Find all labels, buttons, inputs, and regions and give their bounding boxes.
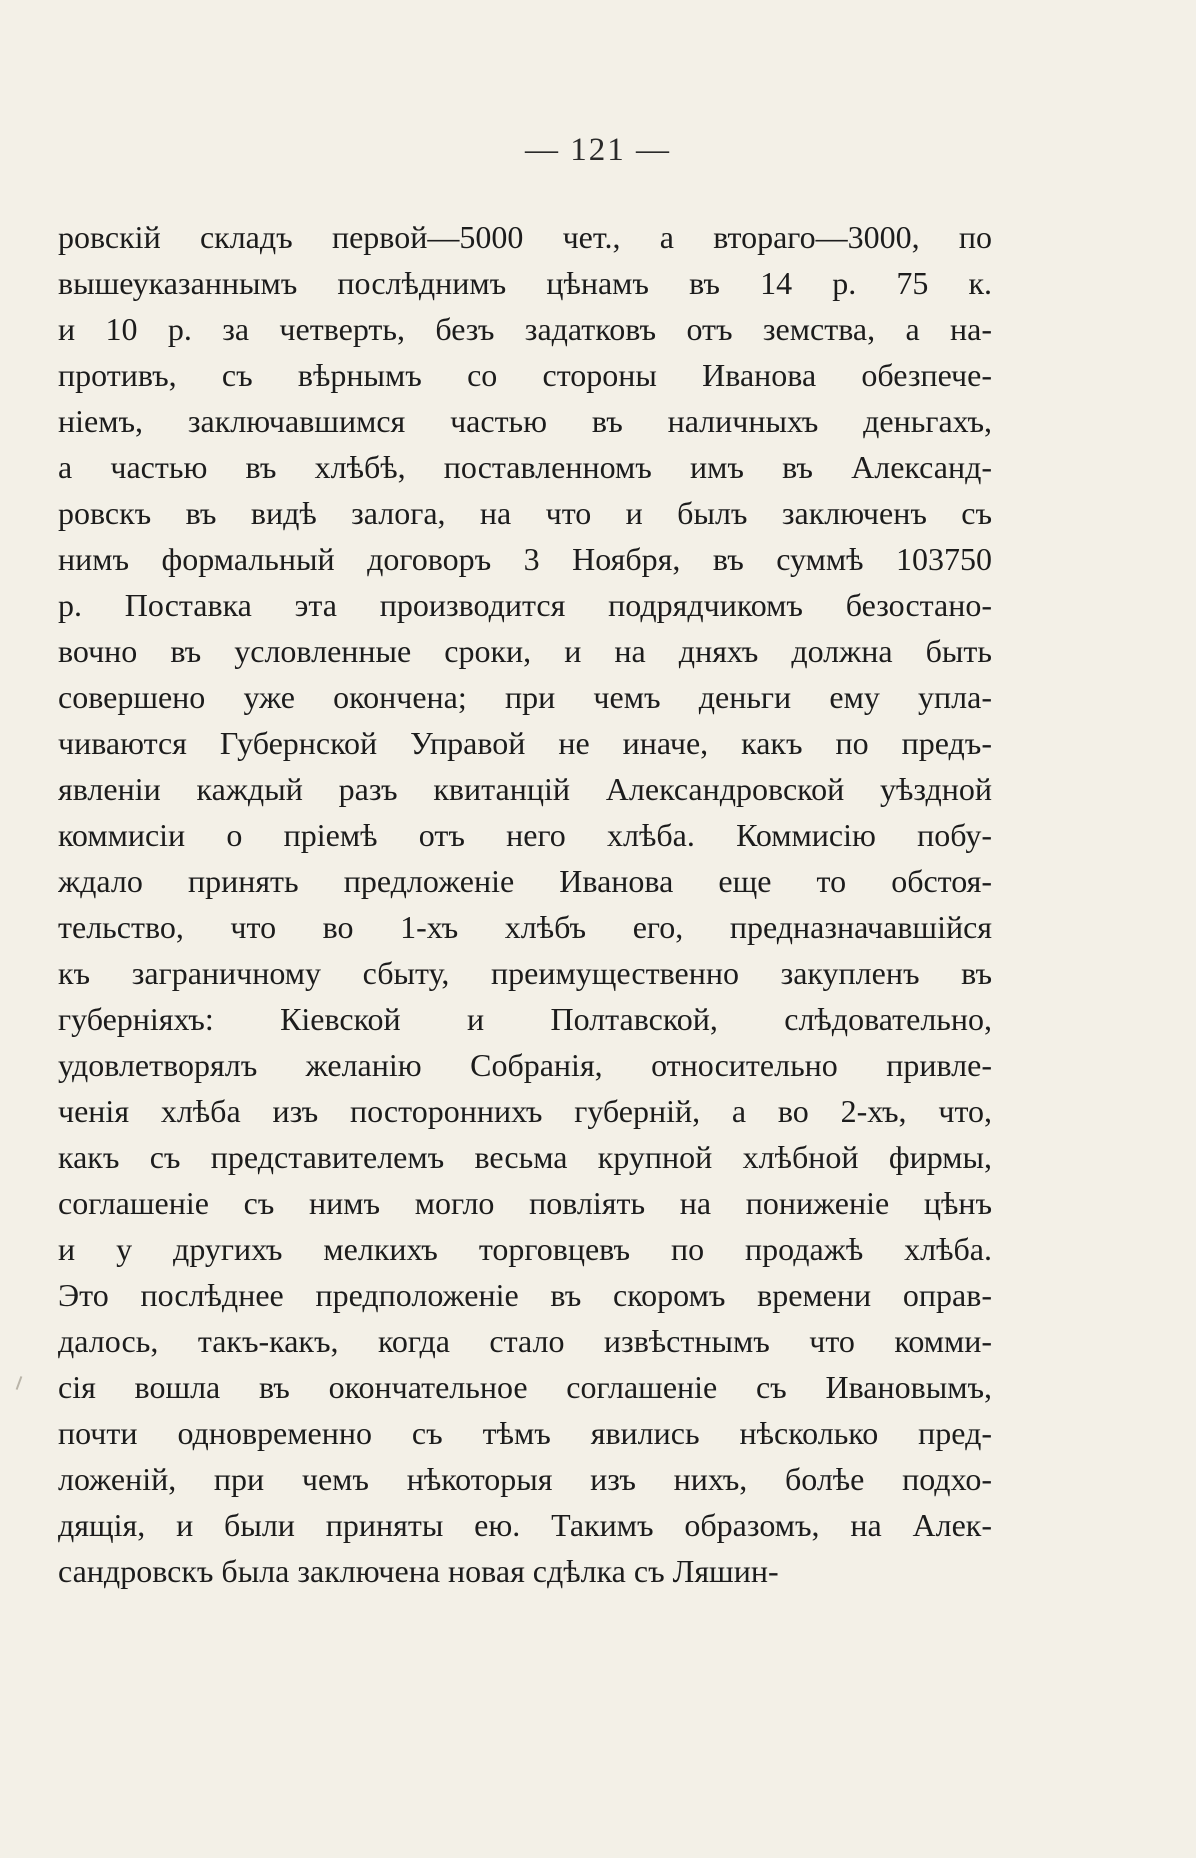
text-line: удовлетворялъ желанію Собранія, относительно привле-	[58, 1047, 992, 1083]
text-line: вочно въ условленные сроки, и на дняхъ должна быть	[58, 633, 992, 669]
text-line: коммисіи о пріемѣ отъ него хлѣба. Коммисію побу-	[58, 817, 992, 853]
text-line: губерніяхъ: Кіевской и Полтавской, слѣдовательно,	[58, 1001, 992, 1037]
text-line: далось, такъ-какъ, когда стало извѣстнымъ что комми-	[58, 1323, 992, 1359]
text-line: дящія, и были приняты ею. Такимъ образомъ, на Алек-	[58, 1507, 992, 1543]
text-line: явленіи каждый разъ квитанцій Александровской уѣздной	[58, 771, 992, 807]
text-line: сандровскъ была заключена новая сдѣлка съ Ляшин-	[58, 1553, 779, 1589]
text-line: соглашеніе съ нимъ могло повліять на пониженіе цѣнъ	[58, 1185, 992, 1221]
body-text	[58, 214, 992, 1594]
text-line: тельство, что во 1-хъ хлѣбъ его, предназначавшійся	[58, 909, 992, 945]
text-line: ровскій складъ первой—5000 чет., а втораго—3000, по	[58, 219, 992, 255]
text-line: противъ, съ вѣрнымъ со стороны Иванова обезпече-	[58, 357, 992, 393]
text-line: и у другихъ мелкихъ торговцевъ по продажѣ хлѣба.	[58, 1231, 992, 1267]
text-line: р. Поставка эта производится подрядчикомъ безостано-	[58, 587, 992, 623]
page-number: — 121 —	[525, 132, 671, 168]
text-line: ровскъ въ видѣ залога, на что и былъ заключенъ съ	[58, 495, 992, 531]
text-line: совершено уже окончена; при чемъ деньги ему упла-	[58, 679, 992, 715]
text-line: сія вошла въ окончательное соглашеніе съ Ивановымъ,	[58, 1369, 992, 1405]
text-line: чиваются Губернской Управой не иначе, какъ по предъ-	[58, 725, 992, 761]
text-line: а частью въ хлѣбѣ, поставленномъ имъ въ Александ-	[58, 449, 992, 485]
text-line: какъ съ представителемъ весьма крупной хлѣбной фирмы,	[58, 1139, 992, 1175]
text-line: нимъ формальный договоръ 3 Ноября, въ суммѣ 103750	[58, 541, 992, 577]
text-line: Это послѣднее предположеніе въ скоромъ времени оправ-	[58, 1277, 992, 1313]
text-line: вышеуказаннымъ послѣднимъ цѣнамъ въ 14 р. 75 к.	[58, 265, 992, 301]
margin-mark	[16, 1376, 23, 1390]
text-line: къ заграничному сбыту, преимущественно закупленъ въ	[58, 955, 992, 991]
text-line: ченія хлѣба изъ постороннихъ губерній, а во 2-хъ, что,	[58, 1093, 992, 1129]
text-line: почти одновременно съ тѣмъ явились нѣсколько пред-	[58, 1415, 992, 1451]
text-line: ждало принять предложеніе Иванова еще то обстоя-	[58, 863, 992, 899]
text-line: и 10 р. за четверть, безъ задатковъ отъ земства, а на-	[58, 311, 992, 347]
text-line: ніемъ, заключавшимся частью въ наличныхъ деньгахъ,	[58, 403, 992, 439]
text-line: ложеній, при чемъ нѣкоторыя изъ нихъ, болѣе подхо-	[58, 1461, 992, 1497]
